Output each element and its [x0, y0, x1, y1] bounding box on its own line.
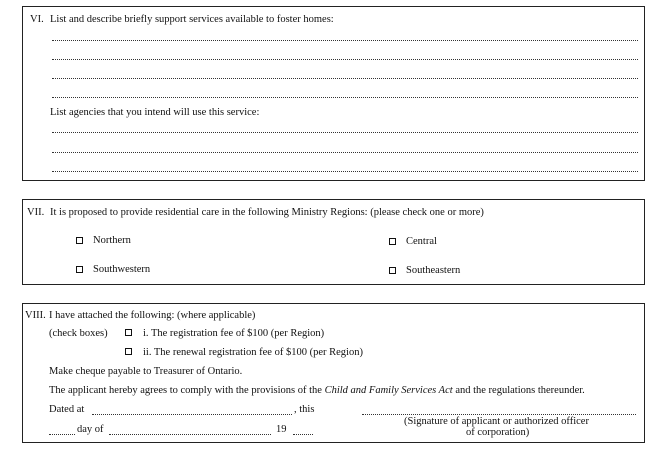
- section-vii-heading: It is proposed to provide residential care in the following Ministry Regions: (please check one or more): [50, 207, 484, 218]
- agencies-line-2[interactable]: [52, 152, 638, 153]
- support-services-line-3[interactable]: [52, 78, 638, 79]
- registration-fee-checkbox[interactable]: [125, 329, 132, 336]
- central-label: Central: [406, 236, 437, 247]
- section-vi-box: [22, 6, 645, 181]
- section-viii-number: VIII.: [25, 310, 46, 321]
- year-field[interactable]: [293, 434, 313, 435]
- day-field[interactable]: [49, 434, 75, 435]
- dated-at-label: Dated at: [49, 404, 85, 415]
- southeastern-checkbox[interactable]: [389, 267, 396, 274]
- support-services-line-4[interactable]: [52, 97, 638, 98]
- southwestern-label: Southwestern: [93, 264, 151, 275]
- agencies-label: List agencies that you intend will use this service:: [50, 107, 260, 118]
- agencies-line-1[interactable]: [52, 132, 638, 133]
- signature-caption-line2: of corporation): [466, 427, 530, 438]
- agreement-suffix: and the regulations thereunder.: [452, 385, 585, 396]
- agreement-text: [49, 385, 585, 397]
- cheque-payable-text: Make cheque payable to Treasurer of Ontario.: [49, 366, 243, 377]
- dated-at-field[interactable]: [92, 414, 292, 415]
- southwestern-checkbox[interactable]: [76, 266, 83, 273]
- agreement-prefix: The applicant hereby agrees to comply with the provisions of the: [49, 385, 325, 396]
- month-field[interactable]: [109, 434, 271, 435]
- renewal-fee-checkbox[interactable]: [125, 348, 132, 355]
- section-viii-heading: I have attached the following: (where applicable): [49, 310, 256, 321]
- section-vii-number: VII.: [27, 207, 45, 218]
- northern-label: Northern: [93, 235, 131, 246]
- section-vi-number: VI.: [30, 14, 44, 25]
- agencies-line-3[interactable]: [52, 171, 638, 172]
- act-title: Child and Family Services Act: [324, 385, 453, 396]
- signature-caption-line1: (Signature of applicant or authorized officer: [404, 416, 589, 427]
- northern-checkbox[interactable]: [76, 237, 83, 244]
- day-of-label: day of: [77, 424, 104, 435]
- registration-fee-label: i. The registration fee of $100 (per Region): [143, 328, 325, 339]
- support-services-line-1[interactable]: [52, 40, 638, 41]
- this-label: , this: [294, 404, 315, 415]
- southeastern-label: Southeastern: [406, 265, 461, 276]
- signature-line[interactable]: [362, 414, 636, 415]
- support-services-line-2[interactable]: [52, 59, 638, 60]
- renewal-fee-label: ii. The renewal registration fee of $100 (per Region): [143, 347, 363, 358]
- central-checkbox[interactable]: [389, 238, 396, 245]
- check-boxes-label: (check boxes): [49, 328, 108, 339]
- year-label: 19: [276, 424, 287, 435]
- section-vi-heading: List and describe briefly support services available to foster homes:: [50, 14, 334, 25]
